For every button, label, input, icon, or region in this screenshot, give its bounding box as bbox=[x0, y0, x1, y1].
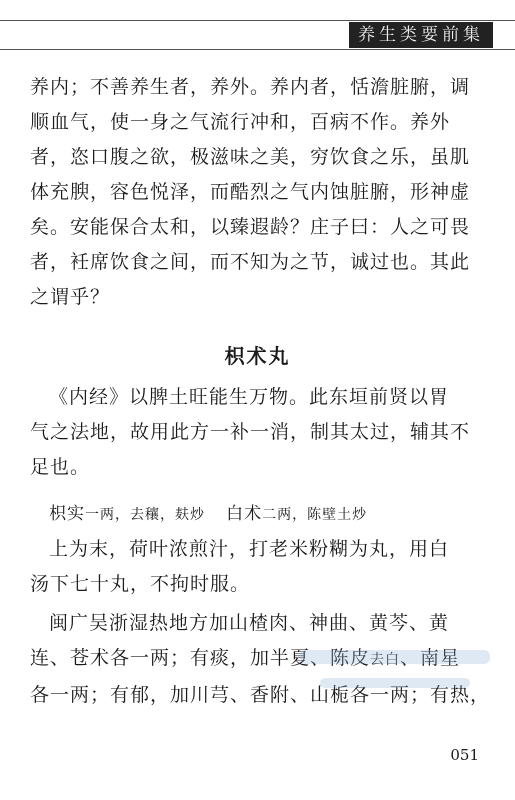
text-line: 矣。安能保合太和，以臻遐龄？庄子曰：人之可畏 bbox=[30, 216, 471, 238]
running-header: 养生类要前集 bbox=[349, 22, 493, 48]
text-line: 汤下七十丸，不拘时服。 bbox=[30, 573, 251, 595]
text-line: 足也。 bbox=[30, 456, 91, 478]
text-segment: 、南星 bbox=[400, 647, 461, 669]
text-line: 《内经》以脾土旺能生万物。此东垣前贤以胃 bbox=[49, 386, 450, 408]
variant-paragraph bbox=[30, 606, 490, 713]
ingredient-name: 白术 bbox=[226, 504, 263, 524]
text-line: 者，恣口腹之欲，极滋味之美，穷饮食之乐，虽肌 bbox=[30, 146, 471, 168]
method-paragraph bbox=[30, 532, 490, 602]
text-line: 气之法地，故用此方一补一消，制其太过，辅其不 bbox=[30, 421, 471, 443]
top-paragraph bbox=[30, 70, 490, 315]
inline-note: 去白 bbox=[370, 652, 401, 668]
text-line: 之谓乎？ bbox=[30, 286, 111, 308]
page-number: 051 bbox=[450, 746, 479, 764]
intro-paragraph bbox=[30, 380, 490, 485]
text-line: 闽广吴浙湿热地方加山楂肉、神曲、黄芩、黄 bbox=[49, 612, 450, 634]
text-line: 各一两；有郁，加川芎、香附、山栀各一两；有热， bbox=[30, 684, 491, 706]
ingredient-note: 一两，去穰，麸炒 bbox=[85, 507, 205, 523]
section-title: 枳术丸 bbox=[224, 344, 291, 368]
text-segment: 连、苍术各一两；有痰，加半夏、陈皮 bbox=[30, 647, 371, 669]
ingredients-line bbox=[30, 496, 490, 533]
text-line: 养内；不善养生者，养外。养内者，恬澹脏腑，调 bbox=[30, 76, 471, 98]
text-line: 体充腴，容色悦泽，而酷烈之气内蚀脏腑，形神虚 bbox=[30, 181, 471, 203]
text-line: 上为末，荷叶浓煎汁，打老米粉糊为丸，用白 bbox=[49, 538, 450, 560]
ingredient-name: 枳实 bbox=[49, 504, 85, 524]
text-line: 顺血气，使一身之气流行冲和，百病不作。养外 bbox=[30, 111, 451, 133]
ingredient-note: 二两，陈壁土炒 bbox=[262, 507, 368, 523]
text-line: 者，衽席饮食之间，而不知为之节，诚过也。其此 bbox=[30, 251, 471, 273]
